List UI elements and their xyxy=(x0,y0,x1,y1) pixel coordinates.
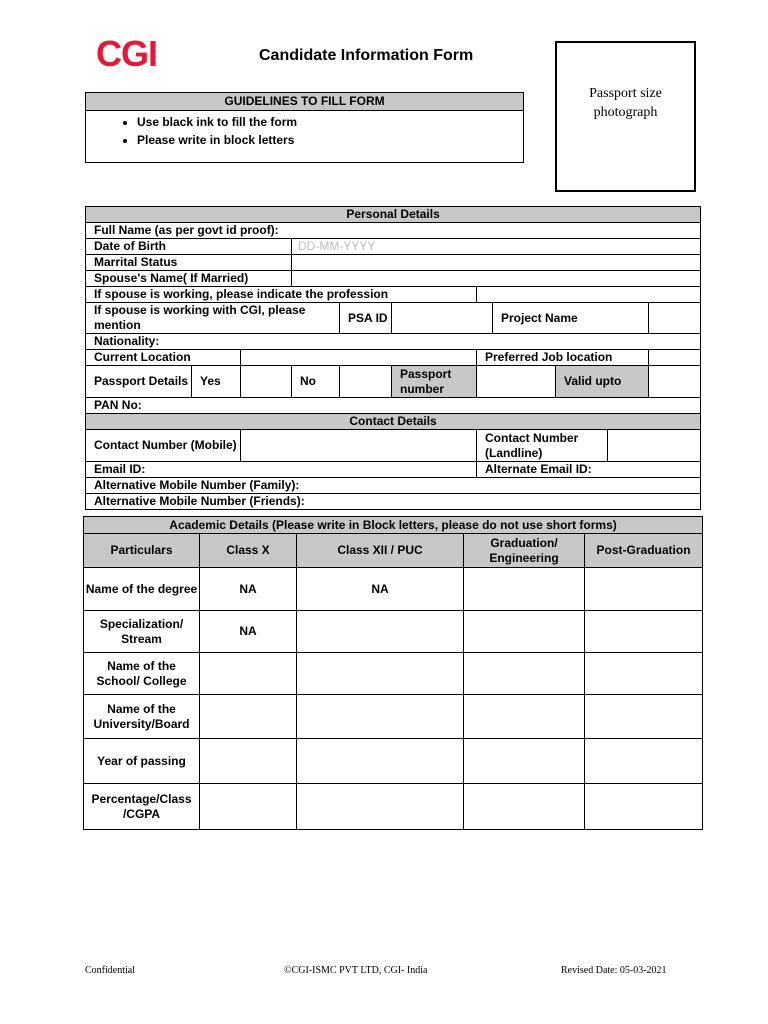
footer-confidential: Confidential xyxy=(85,965,135,976)
passport-number-input[interactable] xyxy=(477,366,556,398)
table-cell[interactable] xyxy=(200,739,297,784)
footer-copyright: ©CGI-ISMC PVT LTD, CGI- India xyxy=(284,965,428,976)
row-label: Year of passing xyxy=(84,739,200,784)
current-location-input[interactable] xyxy=(241,350,477,366)
row-label: Percentage/Class /CGPA xyxy=(84,784,200,830)
guideline-item: • Use black ink to fill the form xyxy=(137,113,523,131)
table-cell[interactable] xyxy=(585,784,703,830)
dob-label: Date of Birth xyxy=(86,239,292,255)
marital-status-input[interactable] xyxy=(292,255,701,271)
psa-id-label: PSA ID xyxy=(340,303,392,334)
table-cell[interactable] xyxy=(200,695,297,739)
table-cell[interactable]: NA xyxy=(200,611,297,653)
guidelines-heading: GUIDELINES TO FILL FORM xyxy=(86,93,523,111)
alt-email-field[interactable]: Alternate Email ID: xyxy=(477,462,701,478)
mobile-input[interactable] xyxy=(241,430,477,462)
guideline-item: • Please write in block letters xyxy=(137,131,523,149)
current-location-label: Current Location xyxy=(86,350,241,366)
row-label: Name of the School/ College xyxy=(84,653,200,695)
form-title: Candidate Information Form xyxy=(259,47,474,64)
preferred-location-label: Preferred Job location xyxy=(477,350,649,366)
footer-revised-date: Revised Date: 05-03-2021 xyxy=(561,965,667,976)
landline-input[interactable] xyxy=(608,430,701,462)
guidelines-list xyxy=(86,113,523,149)
table-cell[interactable] xyxy=(200,784,297,830)
photo-placeholder: Passport size photograph xyxy=(589,86,662,120)
table-cell[interactable] xyxy=(585,568,703,611)
table-row xyxy=(84,611,703,653)
spouse-name-label: Spouse's Name( If Married) xyxy=(86,271,292,287)
col-class-x: Class X xyxy=(200,534,297,568)
dob-input[interactable]: DD-MM-YYYY xyxy=(292,239,701,255)
pan-field[interactable]: PAN No: xyxy=(86,398,701,414)
photo-box[interactable] xyxy=(555,41,696,192)
project-name-input[interactable] xyxy=(649,303,701,334)
col-particulars: Particulars xyxy=(84,534,200,568)
spouse-profession-label: If spouse is working, please indicate the profession xyxy=(86,287,477,303)
table-row xyxy=(84,653,703,695)
personal-details-heading: Personal Details xyxy=(86,207,701,223)
col-graduation: Graduation/ Engineering xyxy=(464,534,585,568)
table-cell[interactable] xyxy=(297,611,464,653)
preferred-location-input[interactable] xyxy=(649,350,701,366)
table-cell[interactable] xyxy=(464,695,585,739)
spouse-profession-input[interactable] xyxy=(477,287,701,303)
table-cell[interactable] xyxy=(297,739,464,784)
table-cell[interactable] xyxy=(585,695,703,739)
table-cell[interactable]: NA xyxy=(200,568,297,611)
col-class-xii: Class XII / PUC xyxy=(297,534,464,568)
table-cell[interactable] xyxy=(297,653,464,695)
row-label: Name of the degree xyxy=(84,568,200,611)
marital-status-label: Marrital Status xyxy=(86,255,292,271)
table-cell[interactable] xyxy=(297,695,464,739)
spouse-name-input[interactable] xyxy=(292,271,701,287)
alt-mobile-friends-field[interactable]: Alternative Mobile Number (Friends): xyxy=(86,494,701,510)
table-cell[interactable]: NA xyxy=(297,568,464,611)
table-row xyxy=(84,739,703,784)
table-cell[interactable] xyxy=(464,784,585,830)
cgi-logo: CGI xyxy=(96,33,158,74)
row-label: Name of the University/Board xyxy=(84,695,200,739)
valid-upto-input[interactable] xyxy=(649,366,701,398)
alt-mobile-family-field[interactable]: Alternative Mobile Number (Family): xyxy=(86,478,701,494)
landline-label: Contact Number (Landline) xyxy=(477,430,608,462)
table-cell[interactable] xyxy=(297,784,464,830)
table-cell[interactable] xyxy=(464,568,585,611)
passport-yes-label: Yes xyxy=(192,366,241,398)
table-cell[interactable] xyxy=(464,611,585,653)
mobile-label: Contact Number (Mobile) xyxy=(86,430,241,462)
psa-id-input[interactable] xyxy=(392,303,493,334)
table-cell[interactable] xyxy=(585,739,703,784)
table-cell[interactable] xyxy=(585,611,703,653)
academic-details-table xyxy=(83,516,703,830)
passport-no-label: No xyxy=(292,366,340,398)
table-row xyxy=(84,568,703,611)
table-cell[interactable] xyxy=(200,653,297,695)
table-cell[interactable] xyxy=(464,739,585,784)
table-cell[interactable] xyxy=(585,653,703,695)
row-label: Specialization/ Stream xyxy=(84,611,200,653)
passport-yes-box[interactable] xyxy=(241,366,292,398)
email-field[interactable]: Email ID: xyxy=(86,462,477,478)
personal-details-table xyxy=(85,206,701,510)
passport-details-label: Passport Details xyxy=(86,366,192,398)
nationality-field[interactable]: Nationality: xyxy=(86,334,701,350)
full-name-field[interactable]: Full Name (as per govt id proof): xyxy=(86,223,701,239)
contact-details-heading: Contact Details xyxy=(86,414,701,430)
table-row xyxy=(84,695,703,739)
table-row xyxy=(84,784,703,830)
project-name-label: Project Name xyxy=(493,303,649,334)
table-cell[interactable] xyxy=(464,653,585,695)
passport-no-box[interactable] xyxy=(340,366,392,398)
guidelines-box xyxy=(85,92,524,163)
spouse-cgi-label: If spouse is working with CGI, please mention xyxy=(86,303,340,334)
valid-upto-label: Valid upto xyxy=(556,366,649,398)
passport-number-label: Passport number xyxy=(392,366,477,398)
academic-heading: Academic Details (Please write in Block letters, please do not use short forms) xyxy=(84,517,703,534)
col-post-graduation: Post-Graduation xyxy=(585,534,703,568)
